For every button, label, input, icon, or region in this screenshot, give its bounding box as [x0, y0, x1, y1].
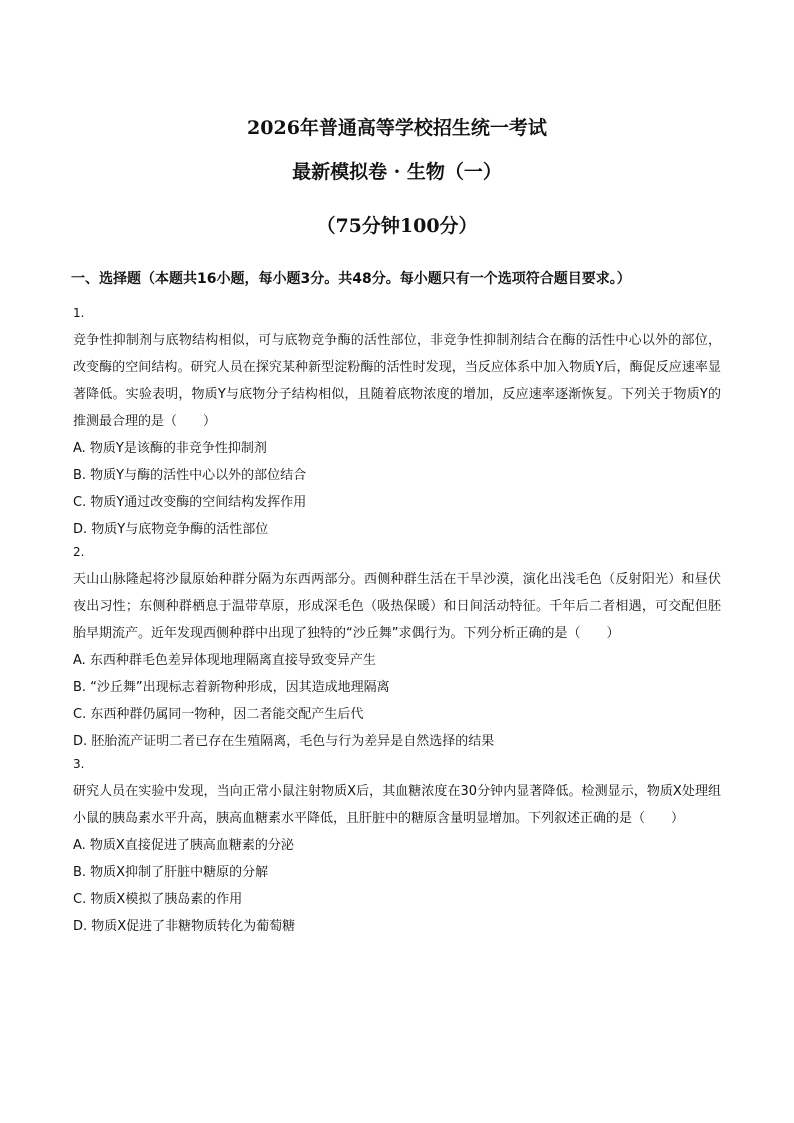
- exam-title: 2026年普通高等学校招生统一考试: [247, 117, 547, 139]
- question-number: 2.: [73, 545, 85, 559]
- option-a: A. 物质Y是该酶的非竞争性抑制剂: [73, 441, 267, 456]
- option-c: C. 东西种群仍属同一物种，因二者能交配产生后代: [73, 707, 364, 722]
- question-2: [73, 543, 721, 755]
- question-stem: 天山山脉隆起将沙鼠原始种群分隔为东西两部分。西侧种群生活在干旱沙漠，演化出浅毛色（反射阳光）和昼伏夜出习性；东侧种群栖息于温带草原，形成深毛色（吸热保暖）和日间活动特征。千年后二者相遇，可交配但胚胎早期流产。近年发现西侧种群中出现了独特的“沙丘舞”求偶行为。下列分析正确的是（ ）: [73, 572, 721, 641]
- question-stem: 研究人员在实验中发现，当向正常小鼠注射物质X后，其血糖浓度在30分钟内显著降低。检测显示，物质X处理组小鼠的胰岛素水平升高，胰高血糖素水平降低，且肝脏中的糖原含量明显增加。下列叙述正确的是（ ）: [73, 784, 721, 826]
- option-d: D. 物质Y与底物竞争酶的活性部位: [73, 522, 269, 537]
- option-b: B. “沙丘舞”出现标志着新物种形成，因其造成地理隔离: [73, 680, 390, 695]
- exam-subtitle: 最新模拟卷 · 生物（一）: [292, 161, 502, 183]
- question-1: [73, 304, 721, 543]
- section-heading: 一、选择题（本题共16小题，每小题3分。共48分。每小题只有一个选项符合题目要求。）: [71, 271, 631, 287]
- option-c: C. 物质Y通过改变酶的空间结构发挥作用: [73, 495, 307, 510]
- option-b: B. 物质X抑制了肝脏中糖原的分解: [73, 865, 269, 880]
- question-number: 3.: [73, 757, 85, 771]
- question-stem: 竞争性抑制剂与底物结构相似，可与底物竞争酶的活性部位，非竞争性抑制剂结合在酶的活性中心以外的部位，改变酶的空间结构。研究人员在探究某种新型淀粉酶的活性时发现，当反应体系中加入物质Y后，酶促反应速率显著降低。实验表明，物质Y与底物分子结构相似，且随着底物浓度的增加，反应速率逐渐恢复。下列关于物质Y的推测最合理的是（ ）: [73, 333, 721, 429]
- question-list: [73, 304, 721, 940]
- question-number: 1.: [73, 306, 85, 320]
- option-d: D. 胚胎流产证明二者已存在生殖隔离，毛色与行为差异是自然选择的结果: [73, 734, 495, 749]
- option-a: A. 东西种群毛色差异体现地理隔离直接导致变异产生: [73, 653, 376, 668]
- option-b: B. 物质Y与酶的活性中心以外的部位结合: [73, 468, 307, 483]
- option-d: D. 物质X促进了非糖物质转化为葡萄糖: [73, 919, 296, 934]
- question-3: [73, 755, 721, 940]
- option-c: C. 物质X模拟了胰岛素的作用: [73, 892, 243, 907]
- option-a: A. 物质X直接促进了胰高血糖素的分泌: [73, 838, 294, 853]
- exam-duration-score: （75分钟100分）: [316, 215, 478, 237]
